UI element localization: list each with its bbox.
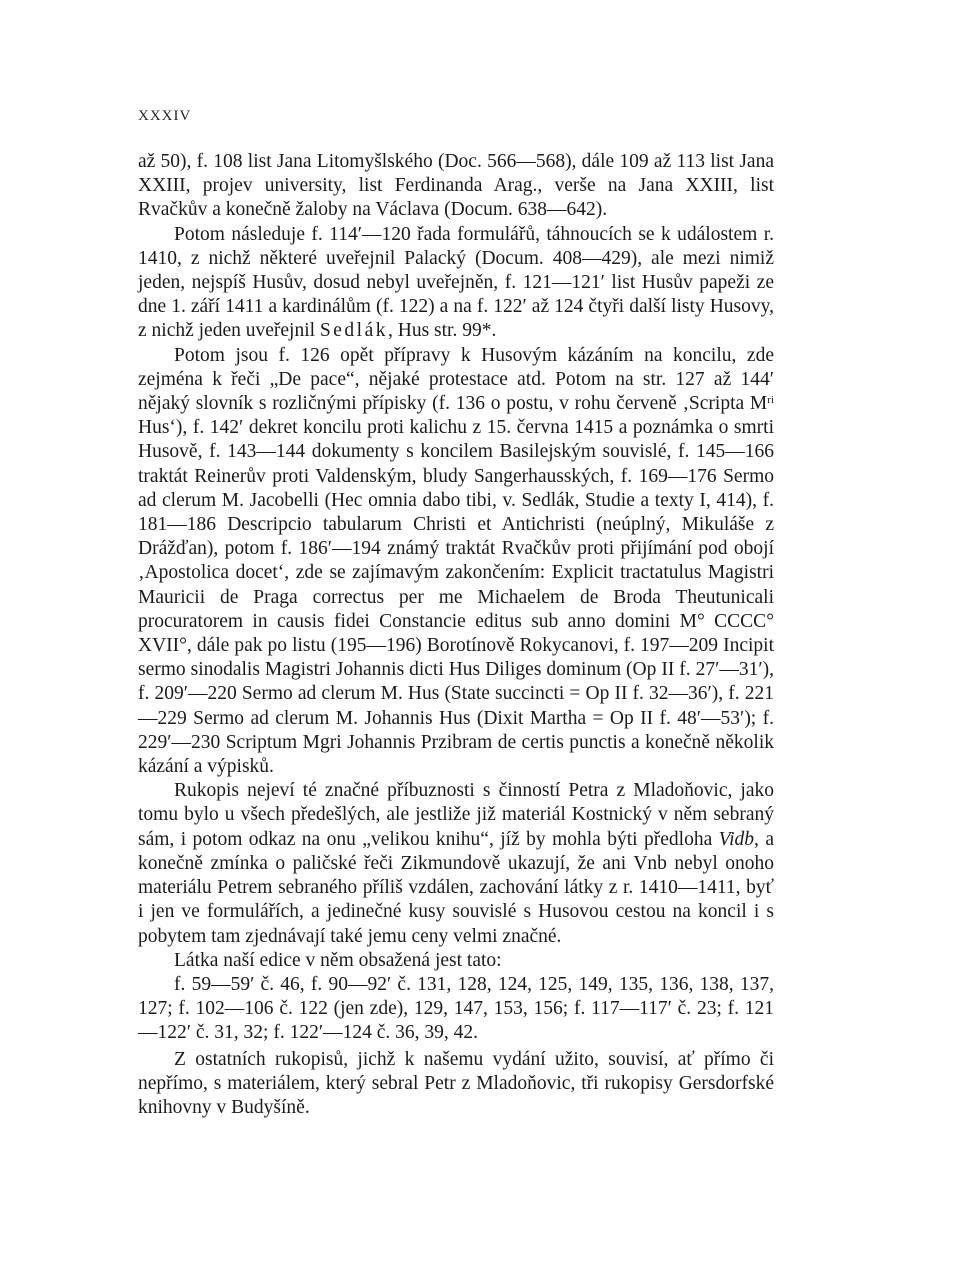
paragraph-text: , Hus str. 99*. [388,320,497,342]
paragraph-folio-list: f. 59—59′ č. 46, f. 90—92′ č. 131, 128, 124, 125, 149, 135, 136, 138, 137, 127; f. 102—106 č. 122 (jen zde), 129, 147, 153, 156; f. 117—117′ č. 23; f. 121—122′ č. 31, 32; f. 122′—124 č. 36, 39, 42. [138,973,774,1044]
paragraph-manuscript [138,779,774,948]
superscript: ri [767,394,774,407]
page-number: XXXIV [138,108,192,124]
italic-siglum: Vidb [718,828,755,850]
paragraph-other-manuscripts: Z ostatních rukopisů, jichž k našemu vydání užito, souvisí, ať přímo či nepřímo, s materiálem, který sebral Petr z Mladoňovic, tři rukopisy Gersdorfské knihovny v Budyšíně. [138,1048,774,1118]
paragraph-text: Potom jsou f. 126 opět přípravy k Husovým kázáním na koncilu, zde zejména k řeči „De pace“, nějaké protestace atd. Potom na str. 127 až 144′ nějaký slovník s rozličnými přípisky (f. 136 o postu, v rohu červeně ‚Scripta M [138,344,774,415]
paragraph-text: Rukopis nejeví té značné příbuznosti s činností Petra z Mladoňovic, jako tomu bylo u všech předešlých, ale jestliže již materiál Kostnický v něm sebraný sám, i potom odkaz na onu „velikou knihu“, jíž by mohla býti předloha [138,780,774,850]
paragraph-text: Potom následuje f. 114′—120 řada formulářů, táhnoucích se k událostem r. 1410, z nichž některé uveřejnil Palacký (Docum. 408—429), ale mezi nimiž jeden, nejspíš Husův, dosud nebyl uveřejněn, f. 121—121′ list Husův papeži ze dne 1. září 1411 a kardinálům (f. 122) a na f. 122′ až 124 čtyři další listy Husovy, z nichž jeden uveřejnil [138,223,774,342]
paragraph-text: Hus‘), f. 142′ dekret koncilu proti kalichu z 15. června 1415 a poznámka o smrti Husově, f. 143—144 dokumenty s koncilem Basilejským souvislé, f. 145—166 traktát Reinerův proti Valdenským, bludy Sangerhausských, f. 169—176 Sermo ad clerum M. Jacobelli (Hec omnia dabo tibi, v. Sedlák, Studie a texty I, 414), f. 181—186 Descripcio tabularum Christi et Antichristi (neúplný, Mikuláše z Drážďan), potom f. 186′—194 známý traktát Rvačkův proti přijímání pod obojí ‚Apostolica docet‘, zde se zajímavým zakončením: Explicit tractatulus Magistri Mauricii de Praga correctus per me Michaelem de Broda Theutunicali procuratorem in causis fidei Constancie editus sub anno domini M° CCCC° XVII°, dále pak po listu (195—196) Borotínově Rokycanovi, f. 197—209 Incipit sermo sinodalis Magistri Johannis dicti Hus Diliges dominum (Op II f. 27′—31′), f. 209′—220 Sermo ad clerum M. Hus (State succincti = Op II f. 32—36′), f. 221—229 Sermo ad clerum M. Johannis Hus (Dixit Martha = Op II f. 48′—53′); f. 229′—230 Scriptum Mgri Johannis Przibram de certis punctis a konečně několik kázání a výpisků. [138,417,774,778]
paragraph-continuation: až 50), f. 108 list Jana Litomyšlského (Doc. 566—568), dále 109 až 113 list Jana XXIII, projev university, list Ferdinanda Arag., verše na Jana XXIII, list Rvačkův a konečně žaloby na Václava (Docum. 638—642). [138,151,774,221]
paragraph-text: , a konečně zmínka o paličské řeči Zikmundově ukazují, že ani Vnb nebyl onoho materiálu Petrem sebraného příliš vzdálen, zachování látky z r. 1410—1411, byť i jen ve formulářích, a jedinečné kusy souvislé s Husovou cestou na koncil i s pobytem tam zjednávají také jemu ceny velmi značné. [138,828,775,947]
body-text [138,150,774,1120]
paragraph-formulare [138,223,774,344]
paragraph-edition-material: Látka naší edice v něm obsažená jest tato: [174,949,502,971]
paragraph-contents [138,344,774,780]
spaced-author-name: Sedlák [319,320,388,342]
